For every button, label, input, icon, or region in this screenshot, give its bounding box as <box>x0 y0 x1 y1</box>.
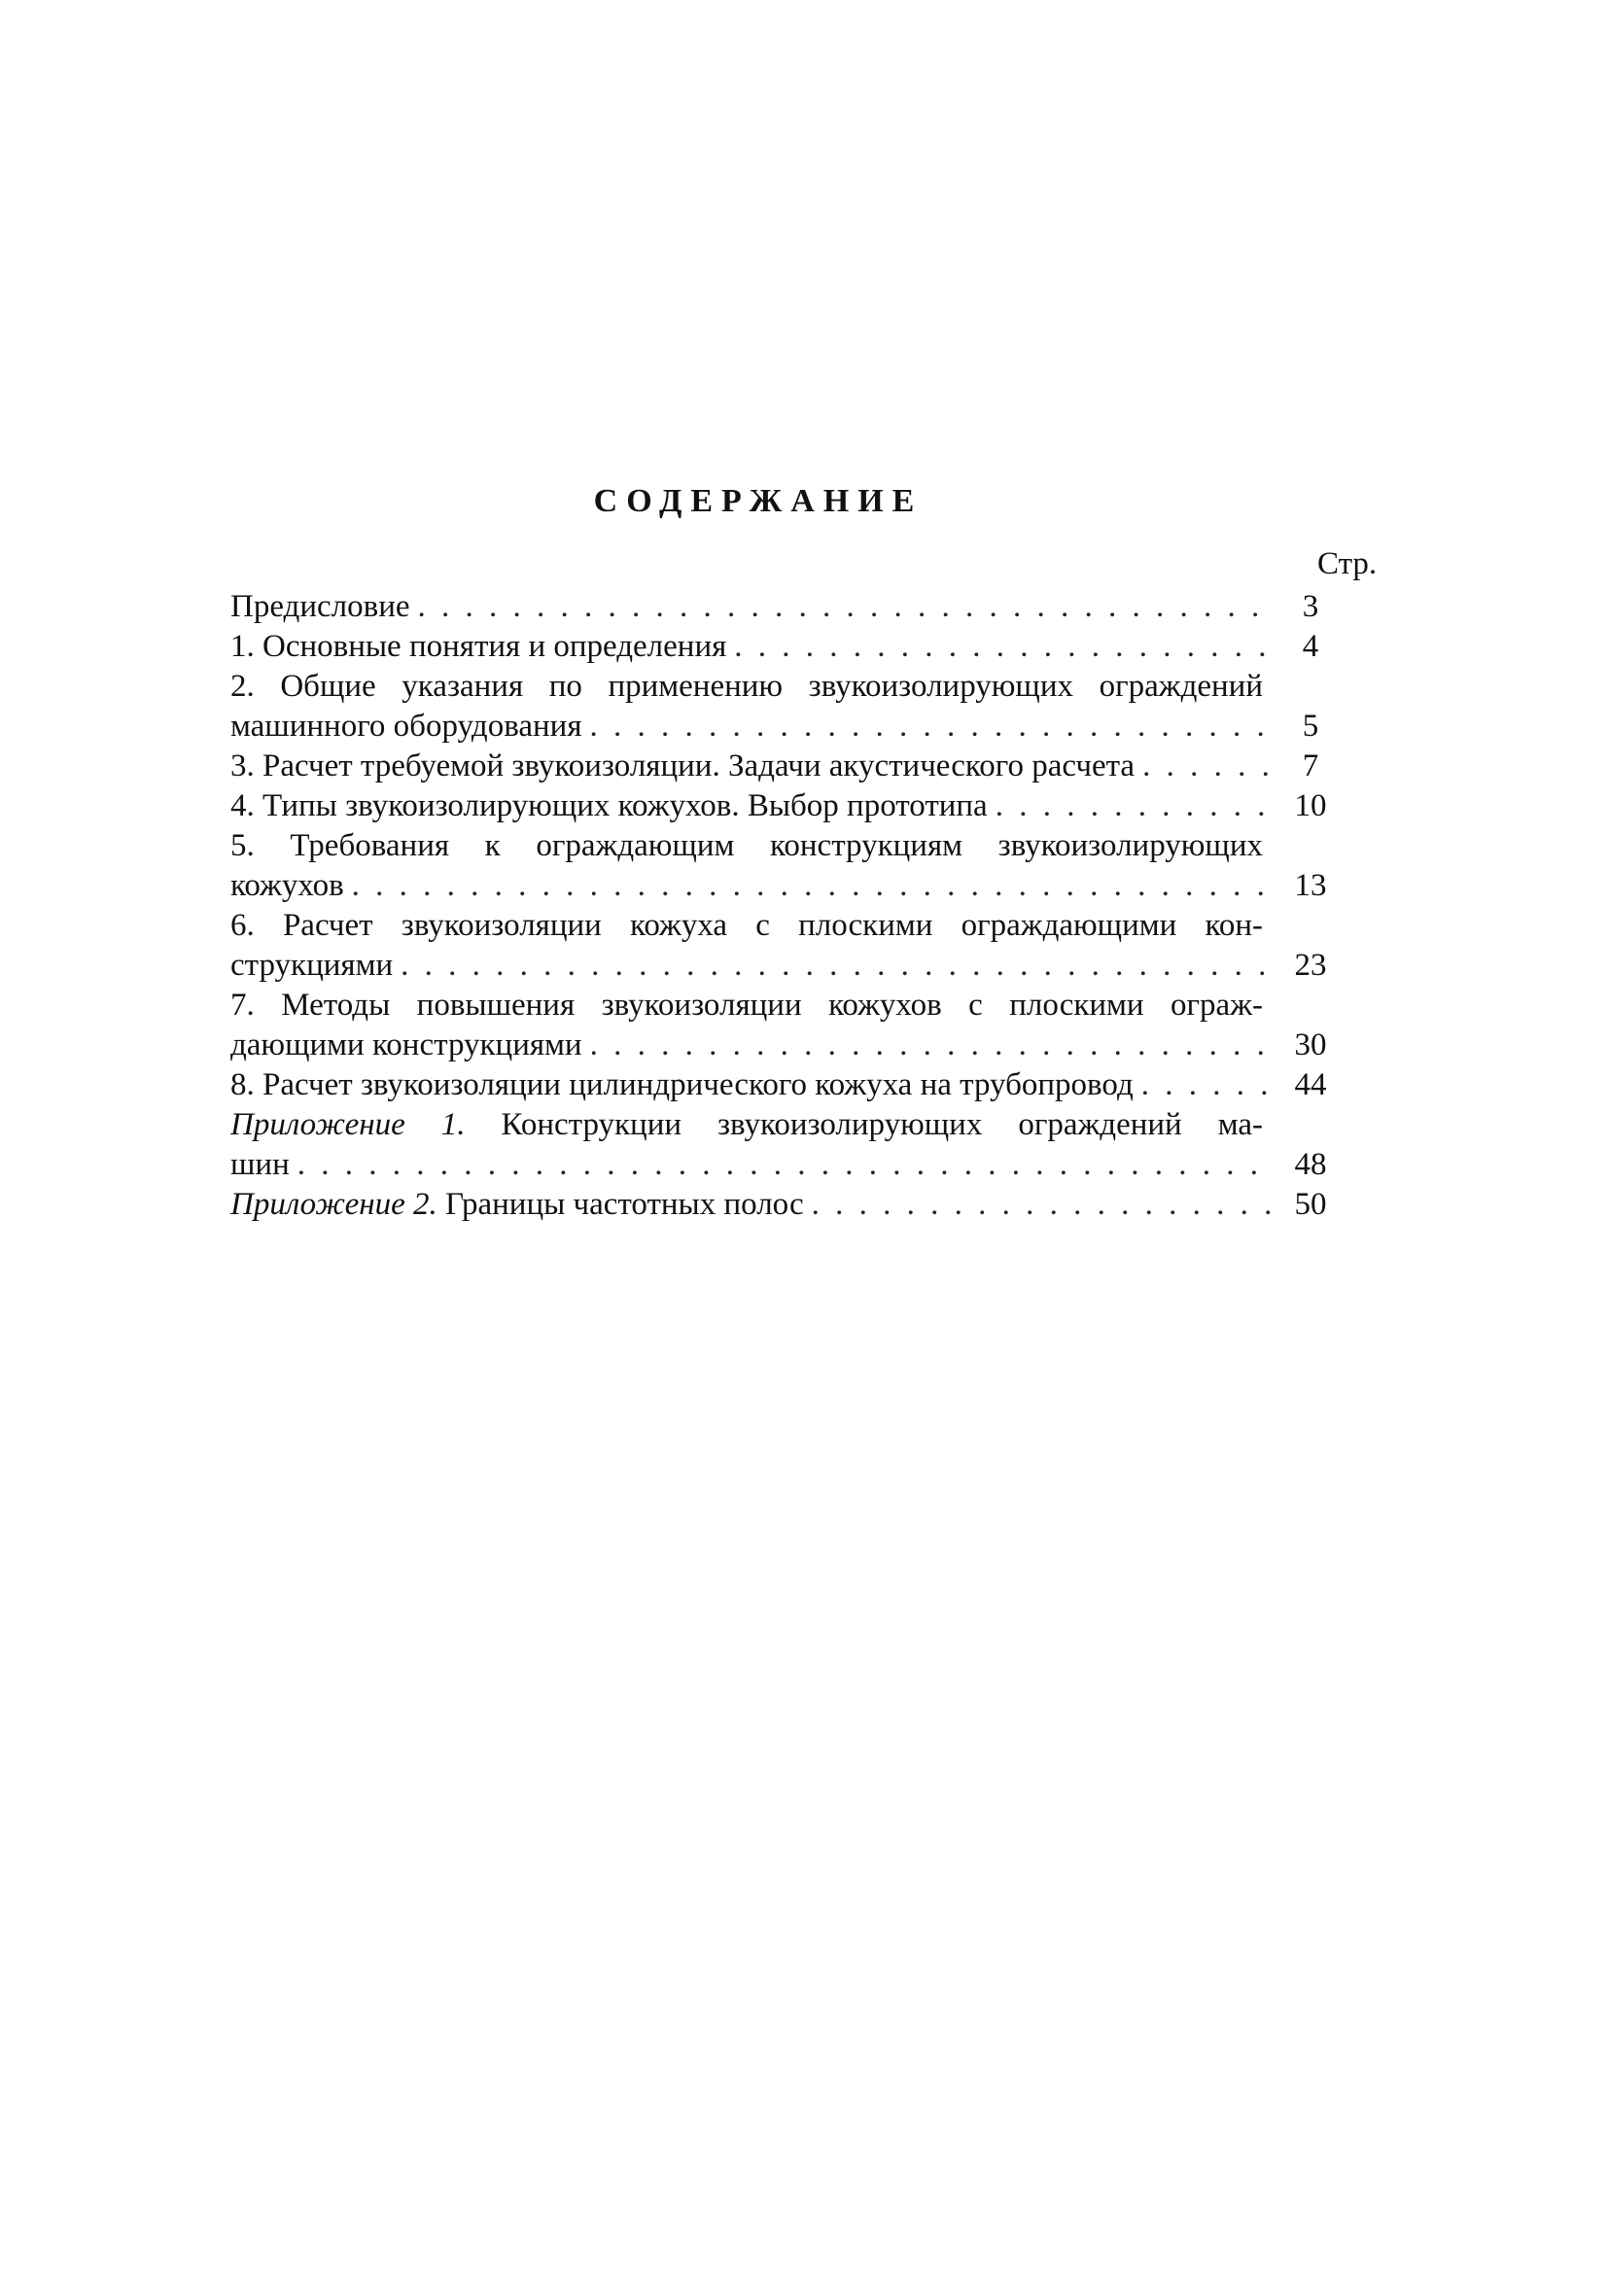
toc-leader-dots <box>1141 1065 1271 1105</box>
toc-leader-dots <box>297 1145 1271 1185</box>
toc-entry-text-line: 6. Расчет звукоизоляции кожуха с плоскими ограждающими кон- <box>230 908 1263 943</box>
toc-leader-dots <box>1142 747 1271 786</box>
toc-entry-page: 13 <box>1294 868 1327 903</box>
toc-entry-page: 5 <box>1302 709 1319 744</box>
toc-entry-text: шин <box>230 1147 290 1182</box>
toc-entry <box>230 667 1341 747</box>
toc-entry-text-line <box>230 1105 1263 1145</box>
toc-leader-dots <box>996 786 1271 826</box>
toc-entry-page: 4 <box>1302 629 1319 664</box>
toc-leader-dots <box>418 587 1272 627</box>
table-of-contents <box>230 587 1341 1225</box>
toc-leader-dots <box>812 1185 1271 1225</box>
toc-entry-text: дающими конструкциями <box>230 1027 582 1062</box>
toc-entry <box>230 826 1341 906</box>
toc-entry-text: машинного оборудования <box>230 709 582 744</box>
toc-entry-text: кожухов <box>230 868 344 903</box>
toc-entry <box>230 786 1341 826</box>
toc-leader-dots <box>401 946 1271 986</box>
toc-entry-page: 44 <box>1294 1067 1327 1102</box>
toc-entry-page: 48 <box>1294 1147 1327 1182</box>
toc-entry-page: 7 <box>1302 748 1319 783</box>
toc-entry-text: Границы частотных полос <box>437 1187 804 1222</box>
toc-entry-text: 1. Основные понятия и определения <box>230 629 727 664</box>
toc-entry-text-wrap <box>230 1185 804 1225</box>
toc-entry-page: 10 <box>1294 788 1327 823</box>
toc-entry-text: Конструкции звукоизолирующих ограждений ма- <box>465 1107 1263 1142</box>
toc-entry-text-line: 7. Методы повышения звукоизоляции кожухов с плоскими ограж- <box>230 988 1263 1023</box>
toc-entry <box>230 906 1341 986</box>
toc-entry-text: 8. Расчет звукоизоляции цилиндрического кожуха на трубопровод <box>230 1067 1134 1102</box>
page-column-header: Стр. <box>1317 546 1378 581</box>
toc-entry-page: 30 <box>1294 1027 1327 1062</box>
toc-entry <box>230 986 1341 1065</box>
toc-entry <box>230 627 1341 667</box>
appendix-label: Приложение 1. <box>230 1107 466 1142</box>
toc-entry-text-line: 5. Требования к ограждающим конструкциям звукоизолирующих <box>230 828 1263 863</box>
toc-leader-dots <box>352 866 1271 906</box>
toc-entry <box>230 1185 1341 1225</box>
toc-entry-page: 3 <box>1302 589 1319 624</box>
toc-entry-text: 4. Типы звукоизолирующих кожухов. Выбор прототипа <box>230 788 988 823</box>
page-title: СОДЕРЖАНИЕ <box>593 483 924 519</box>
toc-leader-dots <box>590 707 1271 747</box>
toc-entry <box>230 587 1341 627</box>
toc-entry <box>230 1105 1341 1185</box>
appendix-label: Приложение 2. <box>230 1187 437 1222</box>
toc-entry-text-line: 2. Общие указания по применению звукоизолирующих ограждений <box>230 669 1263 704</box>
toc-entry-text: струкциями <box>230 948 394 983</box>
toc-leader-dots <box>590 1026 1271 1065</box>
toc-leader-dots <box>734 627 1271 667</box>
toc-entry <box>230 1065 1341 1105</box>
toc-entry <box>230 747 1341 786</box>
toc-entry-page: 23 <box>1294 948 1327 983</box>
toc-entry-text: Предисловие <box>230 589 410 624</box>
toc-entry-text: 3. Расчет требуемой звукоизоляции. Задачи акустического расчета <box>230 748 1136 783</box>
toc-entry-page: 50 <box>1294 1187 1327 1222</box>
